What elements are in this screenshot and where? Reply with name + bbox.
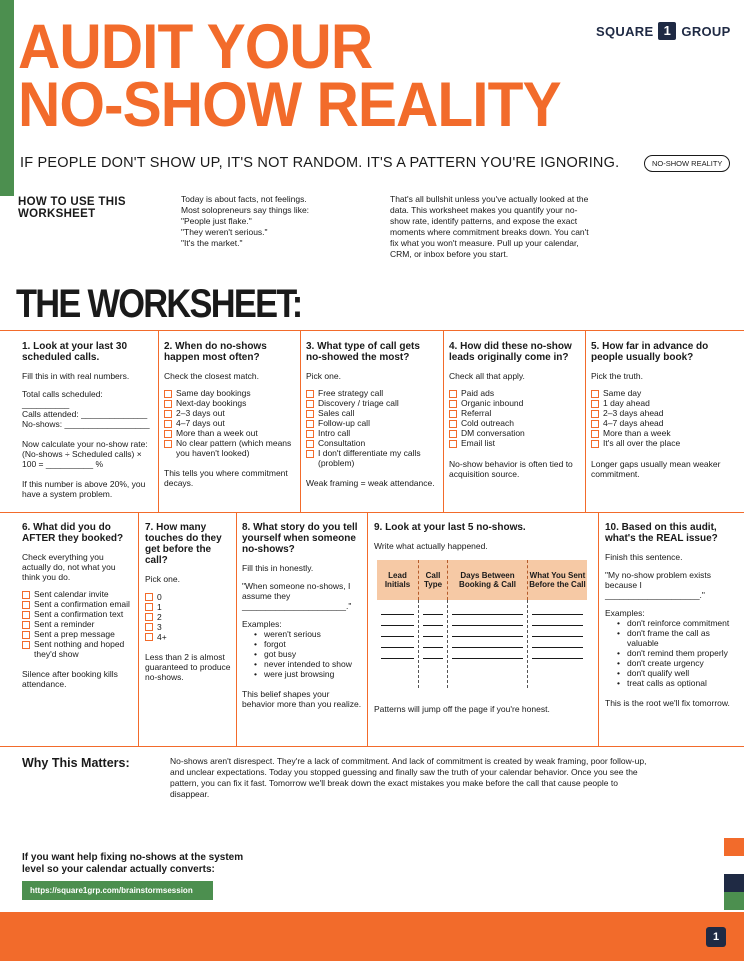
checkbox-option[interactable]: 4+ <box>145 632 233 642</box>
grid-line <box>598 512 599 746</box>
why-body: No-shows aren't disrespect. They're a lack of commitment. And lack of commitment is created by weak framing, poor follow-up, and unclear expectations. Today you stopped guessing and finally saw the truth of your calendar behavior. Once you see the pattern, you can fix it fast. Tomorrow we'll break down the exact mistakes you make before the call that cause people to disappear. <box>170 756 647 799</box>
booking-link-button[interactable]: https://square1grp.com/brainstormsession <box>22 881 213 900</box>
question-6: 6. What did you do AFTER they booked? Check everything you actually do, not what you think you do. Sent calendar invite Sent a confirmation email Sent a confirmation text Sent a reminder Sent a prep message Sent nothing and hoped they'd show Silence after booking kills attendance. <box>22 522 134 697</box>
question-9-note: Patterns will jump off the page if you're honest. <box>374 704 550 714</box>
question-8: 8. What story do you tell yourself when someone no-shows? Fill this in honestly. "When someone no-shows, I assume they ______________________." Examples: • weren't serious • forgot • got busy • never intended to show • were just browsing This belief shapes your behavior more than you realize. <box>242 522 362 717</box>
question-9: 9. Look at your last 5 no-shows. Write what actually happened. <box>374 522 526 551</box>
checkbox-option[interactable]: DM conversation <box>449 429 581 439</box>
table-column[interactable] <box>448 600 528 688</box>
checkbox-option[interactable]: It's all over the place <box>591 439 731 449</box>
grid-line <box>367 512 368 746</box>
example-item: • got busy <box>254 649 362 659</box>
checkbox-option[interactable]: Sent calendar invite <box>22 590 134 600</box>
example-item: • don't remind them properly <box>617 648 735 658</box>
question-2: 2. When do no-shows happen most often? Check the closest match. Same day bookings Next-day bookings 2–3 days out 4–7 days out More than a week out No clear pattern (which means you haven't looked) This tells you where commitment decays. <box>164 341 296 496</box>
checkbox-option[interactable]: Organic inbound <box>449 399 581 409</box>
checkbox-option[interactable]: Sent a prep message <box>22 630 134 640</box>
example-item: • don't frame the call as valuable <box>617 628 735 648</box>
subtitle: IF PEOPLE DON'T SHOW UP, IT'S NOT RANDOM. IT'S A PATTERN YOU'RE IGNORING. <box>20 155 620 171</box>
checkbox-option[interactable]: Same day <box>591 389 731 399</box>
checkbox-option[interactable]: Cold outreach <box>449 419 581 429</box>
checkbox-option[interactable]: Sales call <box>306 409 438 419</box>
decor-square <box>724 874 744 892</box>
checkbox-option[interactable]: Intro call <box>306 429 438 439</box>
decor-square <box>724 838 744 856</box>
table-column[interactable] <box>528 600 587 688</box>
checkbox-option[interactable]: 2 <box>145 612 233 622</box>
example-item: • don't create urgency <box>617 658 735 668</box>
no-show-log-table <box>377 560 587 688</box>
field-no-show-rate[interactable]: 100 = __________ % <box>22 459 104 469</box>
table-column[interactable] <box>419 600 448 688</box>
checkbox-option[interactable]: Discovery / triage call <box>306 399 438 409</box>
brand-logo: SQUARE 1 GROUP <box>596 23 731 39</box>
footer-band <box>0 912 744 961</box>
example-item: • weren't serious <box>254 629 362 639</box>
table-header: Lead Initials <box>377 560 419 600</box>
logo-mark: 1 <box>658 22 676 40</box>
checkbox-option[interactable]: 4–7 days out <box>164 419 296 429</box>
accent-bar <box>0 0 14 196</box>
table-header: What You Sent Before the Call <box>529 571 586 589</box>
checkbox-option[interactable]: 0 <box>145 592 233 602</box>
checkbox-option[interactable]: Sent nothing and hoped they'd show <box>22 640 134 659</box>
grid-line <box>585 330 586 512</box>
table-header: Days Between Booking & Call <box>448 560 528 600</box>
checkbox-option[interactable]: Free strategy call <box>306 389 438 399</box>
field-total-calls[interactable]: Total calls scheduled: __________ <box>22 389 103 409</box>
grid-line <box>0 512 744 513</box>
question-7: 7. How many touches do they get before the call? Pick one. 0 1 2 3 4+ Less than 2 is almost guaranteed to produce no-shows. <box>145 522 233 690</box>
question-1: 1. Look at your last 30 scheduled calls. Fill this in with real numbers. Total calls scheduled: __________ Calls attended: ______________ No-shows: __________________ Now calculate your no-show rate: (No-shows ÷ Scheduled calls) × 100 = __________ % If this number is above 20%, you have a system problem. <box>22 341 152 507</box>
checkbox-option[interactable]: 1 <box>145 602 233 612</box>
example-item: • treat calls as optional <box>617 678 735 688</box>
cta-heading: If you want help fixing no-shows at the system level so your calendar actually converts: <box>22 852 244 875</box>
question-4: 4. How did these no-show leads originally come in? Check all that apply. Paid ads Organic inbound Referral Cold outreach DM conversation Email list No-show behavior is often tied to acquisition source. <box>449 341 581 487</box>
worksheet-title: THE WORKSHEET: <box>16 282 302 326</box>
why-heading: Why This Matters: <box>22 756 130 770</box>
question-10: 10. Based on this audit, what's the REAL issue? Finish this sentence. "My no-show problem exists because I ____________________." Examples: • don't reinforce commitment • don't frame the call as valuable • don't remind them properly • don't create urgency • don't qualify well • treat calls as optional This is the root we'll fix tomorrow. <box>605 522 735 716</box>
checkbox-option[interactable]: Sent a confirmation email <box>22 600 134 610</box>
checkbox-option[interactable]: Sent a confirmation text <box>22 610 134 620</box>
example-item: • never intended to show <box>254 659 362 669</box>
table-column[interactable] <box>377 600 419 688</box>
checkbox-option[interactable]: Same day bookings <box>164 389 296 399</box>
story-fill-field[interactable]: "When someone no-shows, I assume they ______________________." <box>242 581 352 611</box>
page-title: AUDIT YOUR NO-SHOW REALITY <box>18 12 561 140</box>
grid-line <box>0 330 744 331</box>
table-header: Call Type <box>419 560 448 600</box>
grid-line <box>443 330 444 512</box>
issue-fill-field[interactable]: "My no-show problem exists because I ____________________." <box>605 570 711 600</box>
howto-body: That's all bullshit unless you've actually looked at the data. This worksheet makes you quantify your no-show rate, identify patterns, and expose the exact moments where commitment breaks down. You can't fix what you won't measure. Pull up your calendar, CRM, or inbox before you start. <box>390 194 589 259</box>
checkbox-option[interactable]: Email list <box>449 439 581 449</box>
checkbox-option[interactable]: 1 day ahead <box>591 399 731 409</box>
example-item: • were just browsing <box>254 669 362 679</box>
howto-heading: HOW TO USE THIS WORKSHEET <box>18 196 126 220</box>
field-no-shows[interactable]: No-shows: __________________ <box>22 419 150 429</box>
decor-square <box>724 892 744 910</box>
checkbox-option[interactable]: Consultation <box>306 439 438 449</box>
howto-intro: Today is about facts, not feelings. Most solopreneurs say things like: "People just flake." "They weren't serious." "It's the market." <box>181 194 310 248</box>
grid-line <box>0 746 744 747</box>
checkbox-option[interactable]: More than a week <box>591 429 731 439</box>
checkbox-option[interactable]: 2–3 days out <box>164 409 296 419</box>
field-calls-attended[interactable]: Calls attended: ______________ <box>22 409 148 419</box>
topic-pill: NO-SHOW REALITY <box>644 155 730 172</box>
checkbox-option[interactable]: Sent a reminder <box>22 620 134 630</box>
checkbox-option[interactable]: Paid ads <box>449 389 581 399</box>
grid-line <box>300 330 301 512</box>
checkbox-option[interactable]: Follow-up call <box>306 419 438 429</box>
grid-line <box>138 512 139 746</box>
grid-line <box>158 330 159 512</box>
checkbox-option[interactable]: No clear pattern (which means you haven't looked) <box>164 439 296 458</box>
footer-logo-mark: 1 <box>706 927 726 947</box>
example-item: • don't qualify well <box>617 668 735 678</box>
checkbox-option[interactable]: 2–3 days ahead <box>591 409 731 419</box>
checkbox-option[interactable]: 4–7 days ahead <box>591 419 731 429</box>
question-5: 5. How far in advance do people usually book? Pick the truth. Same day 1 day ahead 2–3 days ahead 4–7 days ahead More than a week It's all over the place Longer gaps usually mean weaker commitment. <box>591 341 731 487</box>
checkbox-option[interactable]: Next-day bookings <box>164 399 296 409</box>
checkbox-option[interactable]: Referral <box>449 409 581 419</box>
example-item: • forgot <box>254 639 362 649</box>
checkbox-option[interactable]: More than a week out <box>164 429 296 439</box>
question-3: 3. What type of call gets no-showed the most? Pick one. Free strategy call Discovery / triage call Sales call Follow-up call Intro call Consultation I don't differentiate my calls (problem) Weak framing = weak attendance. <box>306 341 438 496</box>
example-item: • don't reinforce commitment <box>617 618 735 628</box>
checkbox-option[interactable]: 3 <box>145 622 233 632</box>
grid-line <box>236 512 237 746</box>
checkbox-option[interactable]: I don't differentiate my calls (problem) <box>306 449 438 468</box>
